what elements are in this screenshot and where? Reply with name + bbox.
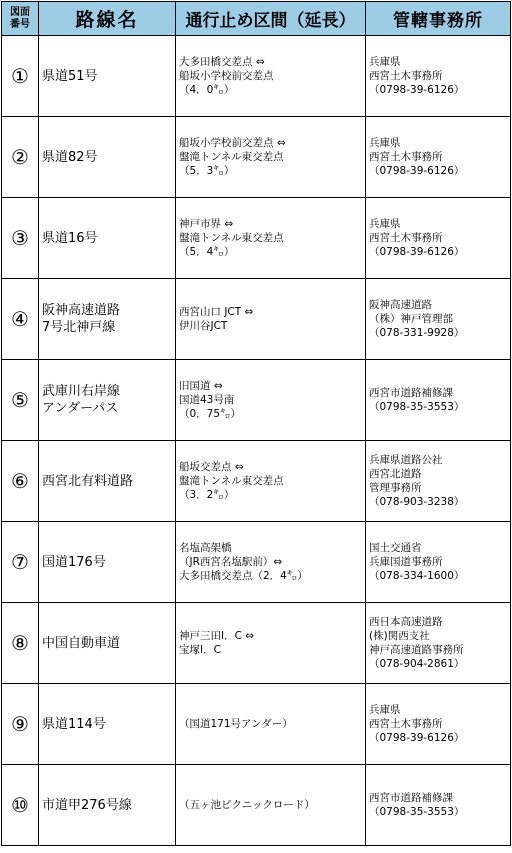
route-name-line: 武庫川右岸線 — [42, 384, 121, 399]
route-name-line: 中国自動車道 — [42, 635, 121, 651]
map-number-badge: ① — [11, 64, 29, 88]
closure-section-line: 船坂交差点 ⇔ — [179, 461, 244, 473]
closure-section-line: 神戸市界 ⇔ — [179, 218, 234, 230]
closure-section-line: 盤滝トンネル東交差点 — [179, 475, 284, 487]
office-contact-line: 阪神高速道路 — [369, 299, 432, 311]
office-contact-line: （0798-39-6126） — [369, 246, 465, 258]
closure-section-line: 大多田橋交差点（2．4㌔） — [179, 570, 308, 582]
closure-table — [1, 1, 511, 846]
table-row — [2, 684, 511, 765]
table-row — [2, 522, 511, 603]
closure-section-line: 船坂小学校前交差点 — [179, 70, 274, 82]
route-name — [39, 360, 176, 441]
office-contact-line: （0798-39-6126） — [369, 84, 465, 96]
header-office: 管轄事務所 — [366, 2, 511, 36]
office-contact-line: 西宮土木事務所 — [369, 70, 443, 82]
route-name — [39, 684, 176, 765]
table-row — [2, 117, 511, 198]
table-row — [2, 36, 511, 117]
office-contact — [366, 279, 511, 360]
table-row — [2, 603, 511, 684]
office-contact-line: 西日本高速道路 — [369, 616, 443, 628]
map-number-badge: ② — [11, 145, 29, 169]
office-contact — [366, 360, 511, 441]
closure-section-line: （4．0㌔） — [179, 84, 235, 96]
closure-section-line: 盤滝トンネル東交差点 — [179, 232, 284, 244]
map-number — [2, 441, 39, 522]
map-number — [2, 279, 39, 360]
map-number — [2, 765, 39, 846]
route-name — [39, 765, 176, 846]
closure-section-line: （3．2㌔） — [179, 489, 235, 501]
office-contact — [366, 765, 511, 846]
map-number — [2, 360, 39, 441]
map-number — [2, 36, 39, 117]
office-contact-line: 西宮土木事務所 — [369, 232, 443, 244]
closure-section — [176, 36, 366, 117]
route-name — [39, 36, 176, 117]
map-number — [2, 117, 39, 198]
closure-section-line: （五ヶ池ピクニックロード） — [179, 799, 315, 811]
header-closure-section: 通行止め区間（延長） — [176, 2, 366, 36]
header-route-name: 路線名 — [39, 2, 176, 36]
closure-section — [176, 279, 366, 360]
closure-section-line: 大多田橋交差点 ⇔ — [179, 56, 265, 68]
office-contact-line: （078-903-3238） — [369, 496, 465, 508]
office-contact-line: 兵庫県 — [369, 218, 401, 230]
closure-section-line: 国道43号南 — [179, 394, 235, 406]
office-contact-line: (株)関西支社 — [369, 630, 430, 642]
header-row — [2, 2, 511, 36]
office-contact-line: （0798-39-6126） — [369, 732, 465, 744]
office-contact-line: 管理事務所 — [369, 482, 422, 494]
route-name-line: 西宮北有料道路 — [42, 473, 134, 489]
office-contact-line: （株）神戸管理部 — [369, 313, 453, 325]
closure-section-line: 旧国道 ⇔ — [179, 380, 223, 392]
office-contact-line: （0798-35-3553） — [369, 401, 465, 413]
office-contact — [366, 684, 511, 765]
closure-section — [176, 441, 366, 522]
closure-section — [176, 603, 366, 684]
closure-section-line: 名塩高架橋 — [179, 542, 232, 554]
route-name-line: 県道114号 — [42, 716, 106, 732]
closure-section-line: （国道171号アンダー） — [179, 718, 293, 730]
route-name-line: 阪神高速道路 — [42, 303, 121, 318]
map-number-badge: ④ — [11, 307, 29, 331]
office-contact-line: 西宮北道路 — [369, 468, 422, 480]
office-contact-line: 西宮市道路補修課 — [369, 792, 453, 804]
office-contact-line: 西宮土木事務所 — [369, 151, 443, 163]
map-number-badge: ⑤ — [11, 388, 29, 412]
route-name — [39, 522, 176, 603]
map-number — [2, 684, 39, 765]
route-name-line: 県道16号 — [42, 230, 98, 246]
route-name-line: 市道甲276号線 — [42, 797, 132, 813]
closure-section — [176, 522, 366, 603]
route-name — [39, 279, 176, 360]
office-contact-line: （0798-35-3553） — [369, 806, 465, 818]
office-contact — [366, 36, 511, 117]
office-contact-line: （078-904-2861） — [369, 658, 465, 670]
route-name-line: アンダーパス — [42, 401, 119, 416]
office-contact-line: 兵庫県 — [369, 704, 401, 716]
route-name-line: 県道82号 — [42, 149, 98, 165]
closure-section-line: 伊川谷JCT — [179, 320, 228, 332]
map-number — [2, 198, 39, 279]
closure-section-line: 船坂小学校前交差点 ⇔ — [179, 137, 286, 149]
office-contact-line: （078-334-1600） — [369, 570, 465, 582]
office-contact-line: 国土交通省 — [369, 542, 422, 554]
office-contact-line: 兵庫県 — [369, 137, 401, 149]
office-contact — [366, 117, 511, 198]
route-name — [39, 198, 176, 279]
table-row — [2, 279, 511, 360]
table-row — [2, 360, 511, 441]
closure-section — [176, 684, 366, 765]
closure-section-line: （5．4㌔） — [179, 246, 235, 258]
route-name-line: 7号北神戸線 — [42, 320, 116, 335]
office-contact-line: 西宮市道路補修課 — [369, 387, 453, 399]
map-number-badge: ⑩ — [11, 793, 29, 817]
table-row — [2, 765, 511, 846]
map-number-badge: ⑦ — [11, 550, 29, 574]
office-contact-line: 兵庫県道路公社 — [369, 454, 443, 466]
closure-section-line: 神戸三田I．C ⇔ — [179, 630, 255, 642]
map-number-badge: ⑨ — [11, 712, 29, 736]
header-map-number: 図面 番号 — [2, 2, 39, 36]
table-row — [2, 198, 511, 279]
office-contact — [366, 198, 511, 279]
closure-section-line: 西宮山口 JCT ⇔ — [179, 306, 254, 318]
route-name — [39, 441, 176, 522]
office-contact — [366, 441, 511, 522]
closure-section — [176, 360, 366, 441]
closure-section-line: （JR西宮名塩駅前）⇔ — [179, 556, 283, 568]
route-name — [39, 603, 176, 684]
route-name-line: 県道51号 — [42, 68, 98, 84]
office-contact-line: 西宮土木事務所 — [369, 718, 443, 730]
closure-section — [176, 198, 366, 279]
closure-section-line: 盤滝トンネル東交差点 — [179, 151, 284, 163]
office-contact — [366, 603, 511, 684]
closure-section-line: （0．75㌔） — [179, 408, 242, 420]
office-contact — [366, 522, 511, 603]
closure-section — [176, 765, 366, 846]
office-contact-line: （0798-39-6126） — [369, 165, 465, 177]
map-number-badge: ③ — [11, 226, 29, 250]
map-number — [2, 603, 39, 684]
office-contact-line: 兵庫国道事務所 — [369, 556, 443, 568]
route-name-line: 国道176号 — [42, 554, 106, 570]
route-name — [39, 117, 176, 198]
map-number — [2, 522, 39, 603]
closure-section-line: （5．3㌔） — [179, 165, 235, 177]
map-number-badge: ⑧ — [11, 631, 29, 655]
office-contact-line: 兵庫県 — [369, 56, 401, 68]
map-number-badge: ⑥ — [11, 469, 29, 493]
office-contact-line: （078-331-9928） — [369, 327, 465, 339]
closure-section — [176, 117, 366, 198]
office-contact-line: 神戸高速道路事務所 — [369, 644, 464, 656]
table-row — [2, 441, 511, 522]
closure-section-line: 宝塚I．C — [179, 644, 221, 656]
